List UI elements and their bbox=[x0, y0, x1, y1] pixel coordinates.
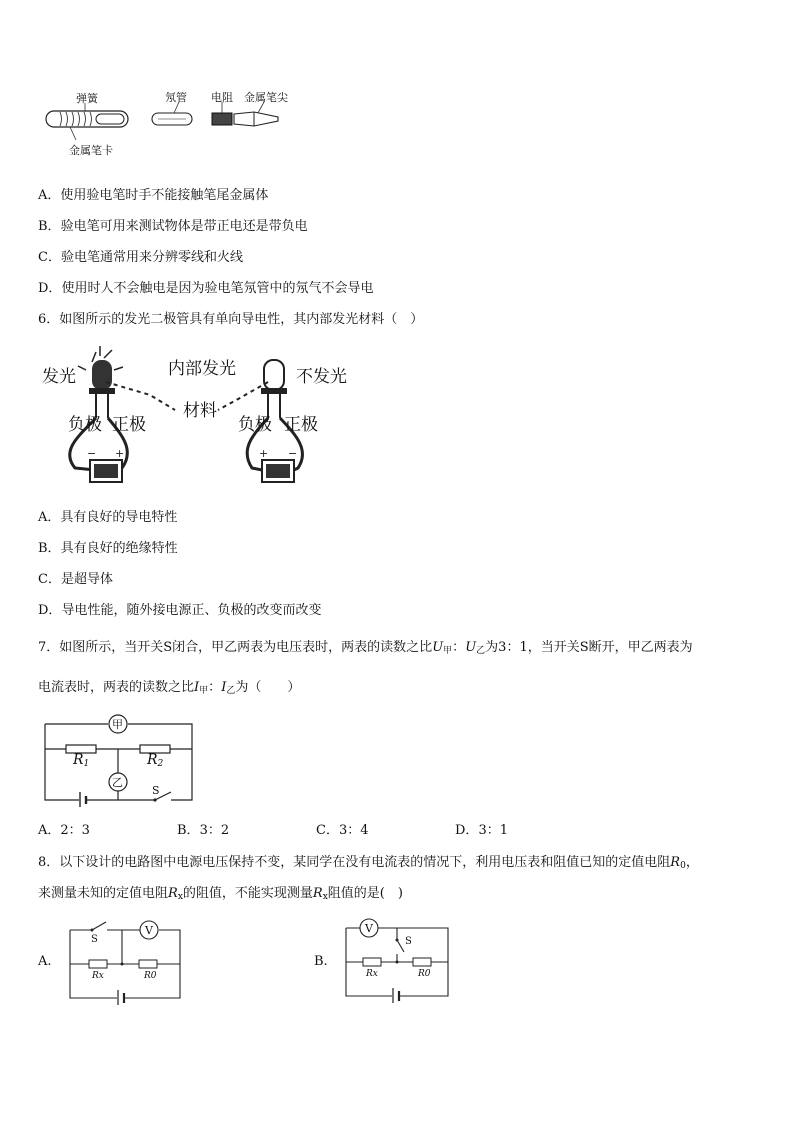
q8-line-1: 8．以下设计的电路图中电源电压保持不变，某同学在没有电流表的情况下，利用电压表和阻值已知的定值电阻$R_0$， bbox=[38, 855, 699, 871]
q8-a-rx-label: Rx bbox=[92, 971, 104, 981]
metal-tip-label: 金属笔尖 bbox=[244, 91, 288, 104]
q7-option-d: D．3：1 bbox=[455, 823, 508, 838]
meter-yi-label: 乙 bbox=[112, 776, 123, 789]
led-inner-label-2: 材料 bbox=[183, 401, 217, 421]
neon-tube-label: 氖管 bbox=[165, 91, 187, 104]
svg-text:−: − bbox=[87, 447, 97, 460]
q6-stem: 6．如图所示的发光二极管具有单向导电性，其内部发光材料（ ） bbox=[38, 312, 424, 327]
q8-b-voltmeter-label: V bbox=[365, 922, 373, 935]
r1-label: $R_1$ bbox=[73, 752, 90, 769]
q8-b-switch-label: S bbox=[405, 936, 412, 947]
q8-b-r0-label: R0 bbox=[418, 969, 431, 979]
q8-circuit-b bbox=[340, 918, 455, 1003]
metal-clip-label: 金属笔卡 bbox=[69, 144, 113, 157]
q6-option-a: A．具有良好的导电特性 bbox=[38, 510, 178, 525]
svg-text:+: + bbox=[259, 447, 269, 460]
led-inner-label-1: 内部发光 bbox=[168, 359, 236, 379]
q8-circuit-a bbox=[62, 920, 187, 1005]
left-positive-label: 正极 bbox=[112, 415, 146, 435]
q7-line-1: 7．如图所示，当开关S闭合，甲乙两表为电压表时，两表的读数之比$U_甲$：$U_乙$为3：1，当开关S断开，甲乙两表为 bbox=[38, 640, 693, 656]
resistor-label: 电阻 bbox=[211, 91, 233, 104]
q5-option-d: D．使用时人不会触电是因为验电笔氖管中的氖气不会导电 bbox=[38, 281, 374, 296]
right-positive-label: 正极 bbox=[284, 415, 318, 435]
spring-label: 弹簧 bbox=[76, 92, 98, 105]
svg-text:+: + bbox=[115, 447, 125, 460]
q7-line-2: 电流表时，两表的读数之比$I_甲$：$I_乙$为（ ） bbox=[38, 680, 301, 696]
q5-option-a: A．使用验电笔时手不能接触笔尾金属体 bbox=[38, 188, 269, 203]
q8-line-2: 来测量未知的定值电阻$R_x$的阻值，不能实现测量$R_x$阻值的是( ) bbox=[38, 886, 403, 902]
q7-switch-label: S bbox=[152, 784, 160, 797]
svg-text:−: − bbox=[288, 447, 298, 460]
q8-circuit-a-drawing bbox=[62, 920, 187, 1005]
q8-option-a-letter: A. bbox=[38, 954, 52, 969]
left-negative-label: 负极 bbox=[68, 415, 102, 435]
right-negative-label: 负极 bbox=[238, 415, 272, 435]
q7-option-b: B．3：2 bbox=[177, 823, 230, 838]
q7-option-c: C．3：4 bbox=[316, 823, 369, 838]
r2-label: $R_2$ bbox=[147, 752, 164, 769]
q8-b-rx-label: Rx bbox=[366, 969, 378, 979]
meter-jia-label: 甲 bbox=[112, 718, 123, 731]
q8-a-switch-label: S bbox=[91, 934, 98, 945]
q8-circuit-b-drawing bbox=[340, 918, 455, 1003]
q6-option-c: C．是超导体 bbox=[38, 572, 113, 587]
q6-option-d: D．导电性能，随外接电源正、负极的改变而改变 bbox=[38, 603, 322, 618]
led-glow-label: 发光 bbox=[42, 367, 76, 387]
q6-option-b: B．具有良好的绝缘特性 bbox=[38, 541, 178, 556]
q5-option-c: C．验电笔通常用来分辨零线和火线 bbox=[38, 250, 243, 265]
q8-a-r0-label: R0 bbox=[144, 971, 157, 981]
led-noglow-label: 不发光 bbox=[296, 367, 347, 387]
q8-option-b-letter: B. bbox=[314, 954, 328, 969]
q7-option-a: A．2：3 bbox=[38, 823, 90, 838]
q8-a-voltmeter-label: V bbox=[145, 924, 153, 937]
q5-option-b: B．验电笔可用来测试物体是带正电还是带负电 bbox=[38, 219, 308, 234]
